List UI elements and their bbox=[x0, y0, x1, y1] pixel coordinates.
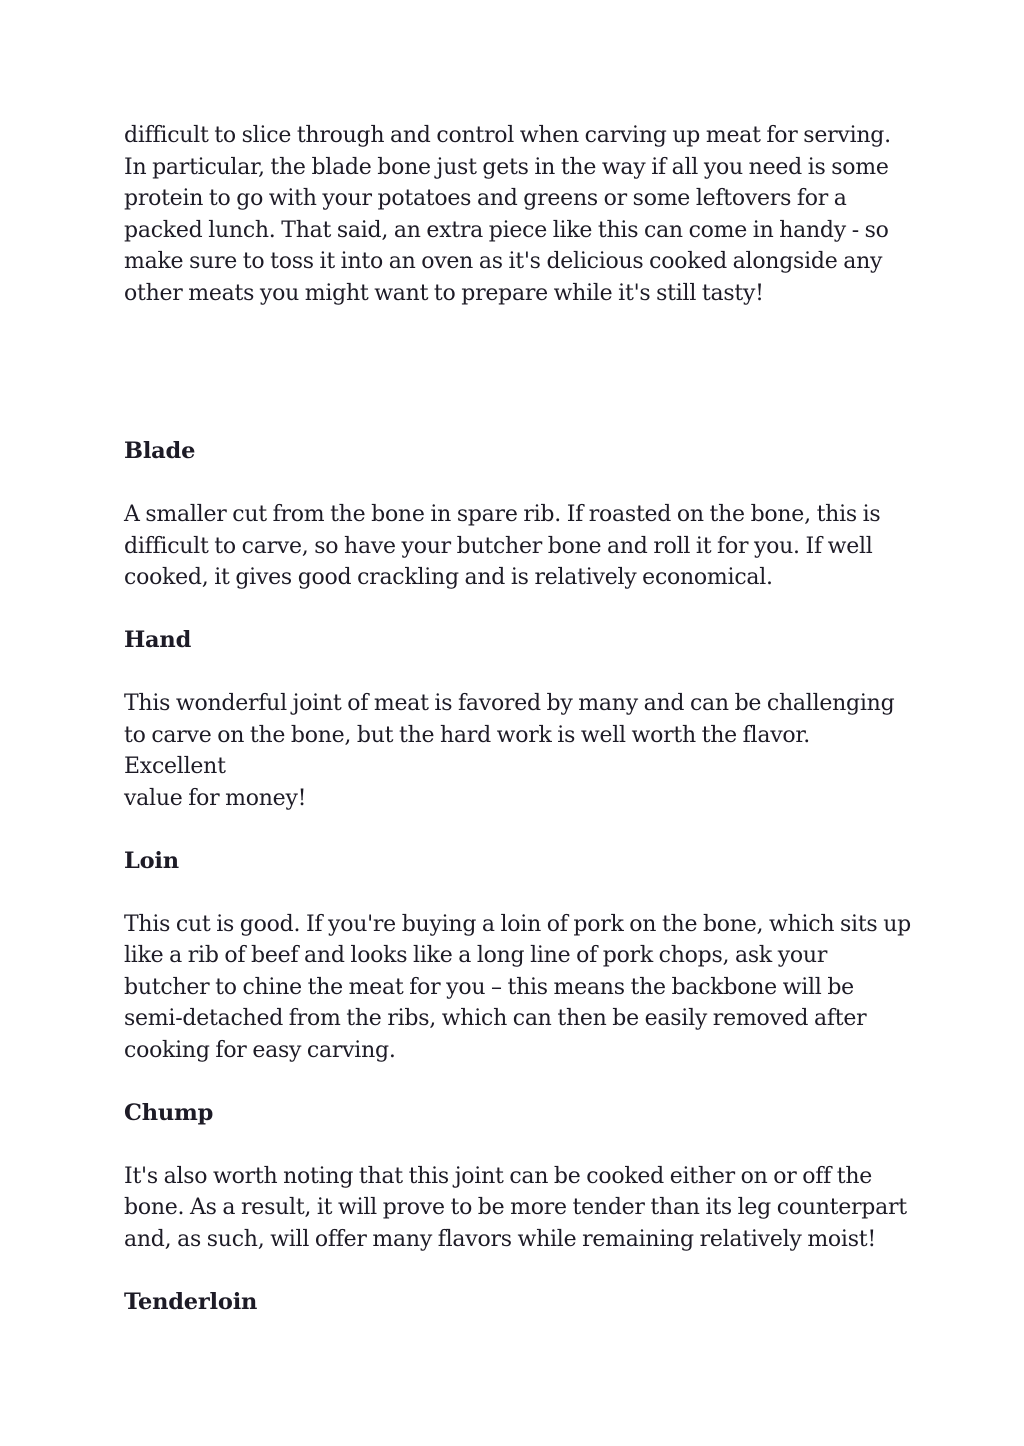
section-body-loin: This cut is good. If you're buying a loin of pork on the bone, which sits up like a rib of beef and looks like a long line of pork chops, ask your butcher to chine the meat for you – this means the backbone will be semi-detached from the ribs, which can then be easily removed after cooking for easy carving. bbox=[124, 911, 911, 1063]
intro-paragraph: difficult to slice through and control when carving up meat for serving. In particular, the blade bone just gets in the way if all you need is some protein to go with your potatoes and greens or some leftovers for a packed lunch. That said, an extra piece like this can come in handy - so make sure to toss it into an oven as it's delicious cooked alongside any other meats you might want to prepare while it's still tasty! bbox=[124, 123, 891, 306]
document-page bbox=[124, 120, 914, 1350]
section-heading-loin: Loin bbox=[124, 847, 179, 874]
section-body-blade: A smaller cut from the bone in spare rib. If roasted on the bone, this is difficult to carve, so have your butcher bone and roll it for you. If well cooked, it gives good crackling and is relatively economical. bbox=[124, 502, 881, 590]
section-heading-blade: Blade bbox=[124, 438, 196, 464]
section-heading-hand: Hand bbox=[124, 627, 192, 653]
section-body-chump: It's also worth noting that this joint can be cooked either on or off the bone. As a result, it will prove to be more tender than its leg counterpart and, as such, will offer many flavors while remaining relatively moist! bbox=[124, 1163, 907, 1252]
section-heading-chump: Chump bbox=[124, 1099, 214, 1126]
section-heading-tenderloin: Tenderloin bbox=[124, 1288, 258, 1315]
section-body-hand: This wonderful joint of meat is favored by many and can be challenging to carve on the bone, but the hard work is well worth the flavor. Excellent value for money! bbox=[124, 691, 895, 811]
